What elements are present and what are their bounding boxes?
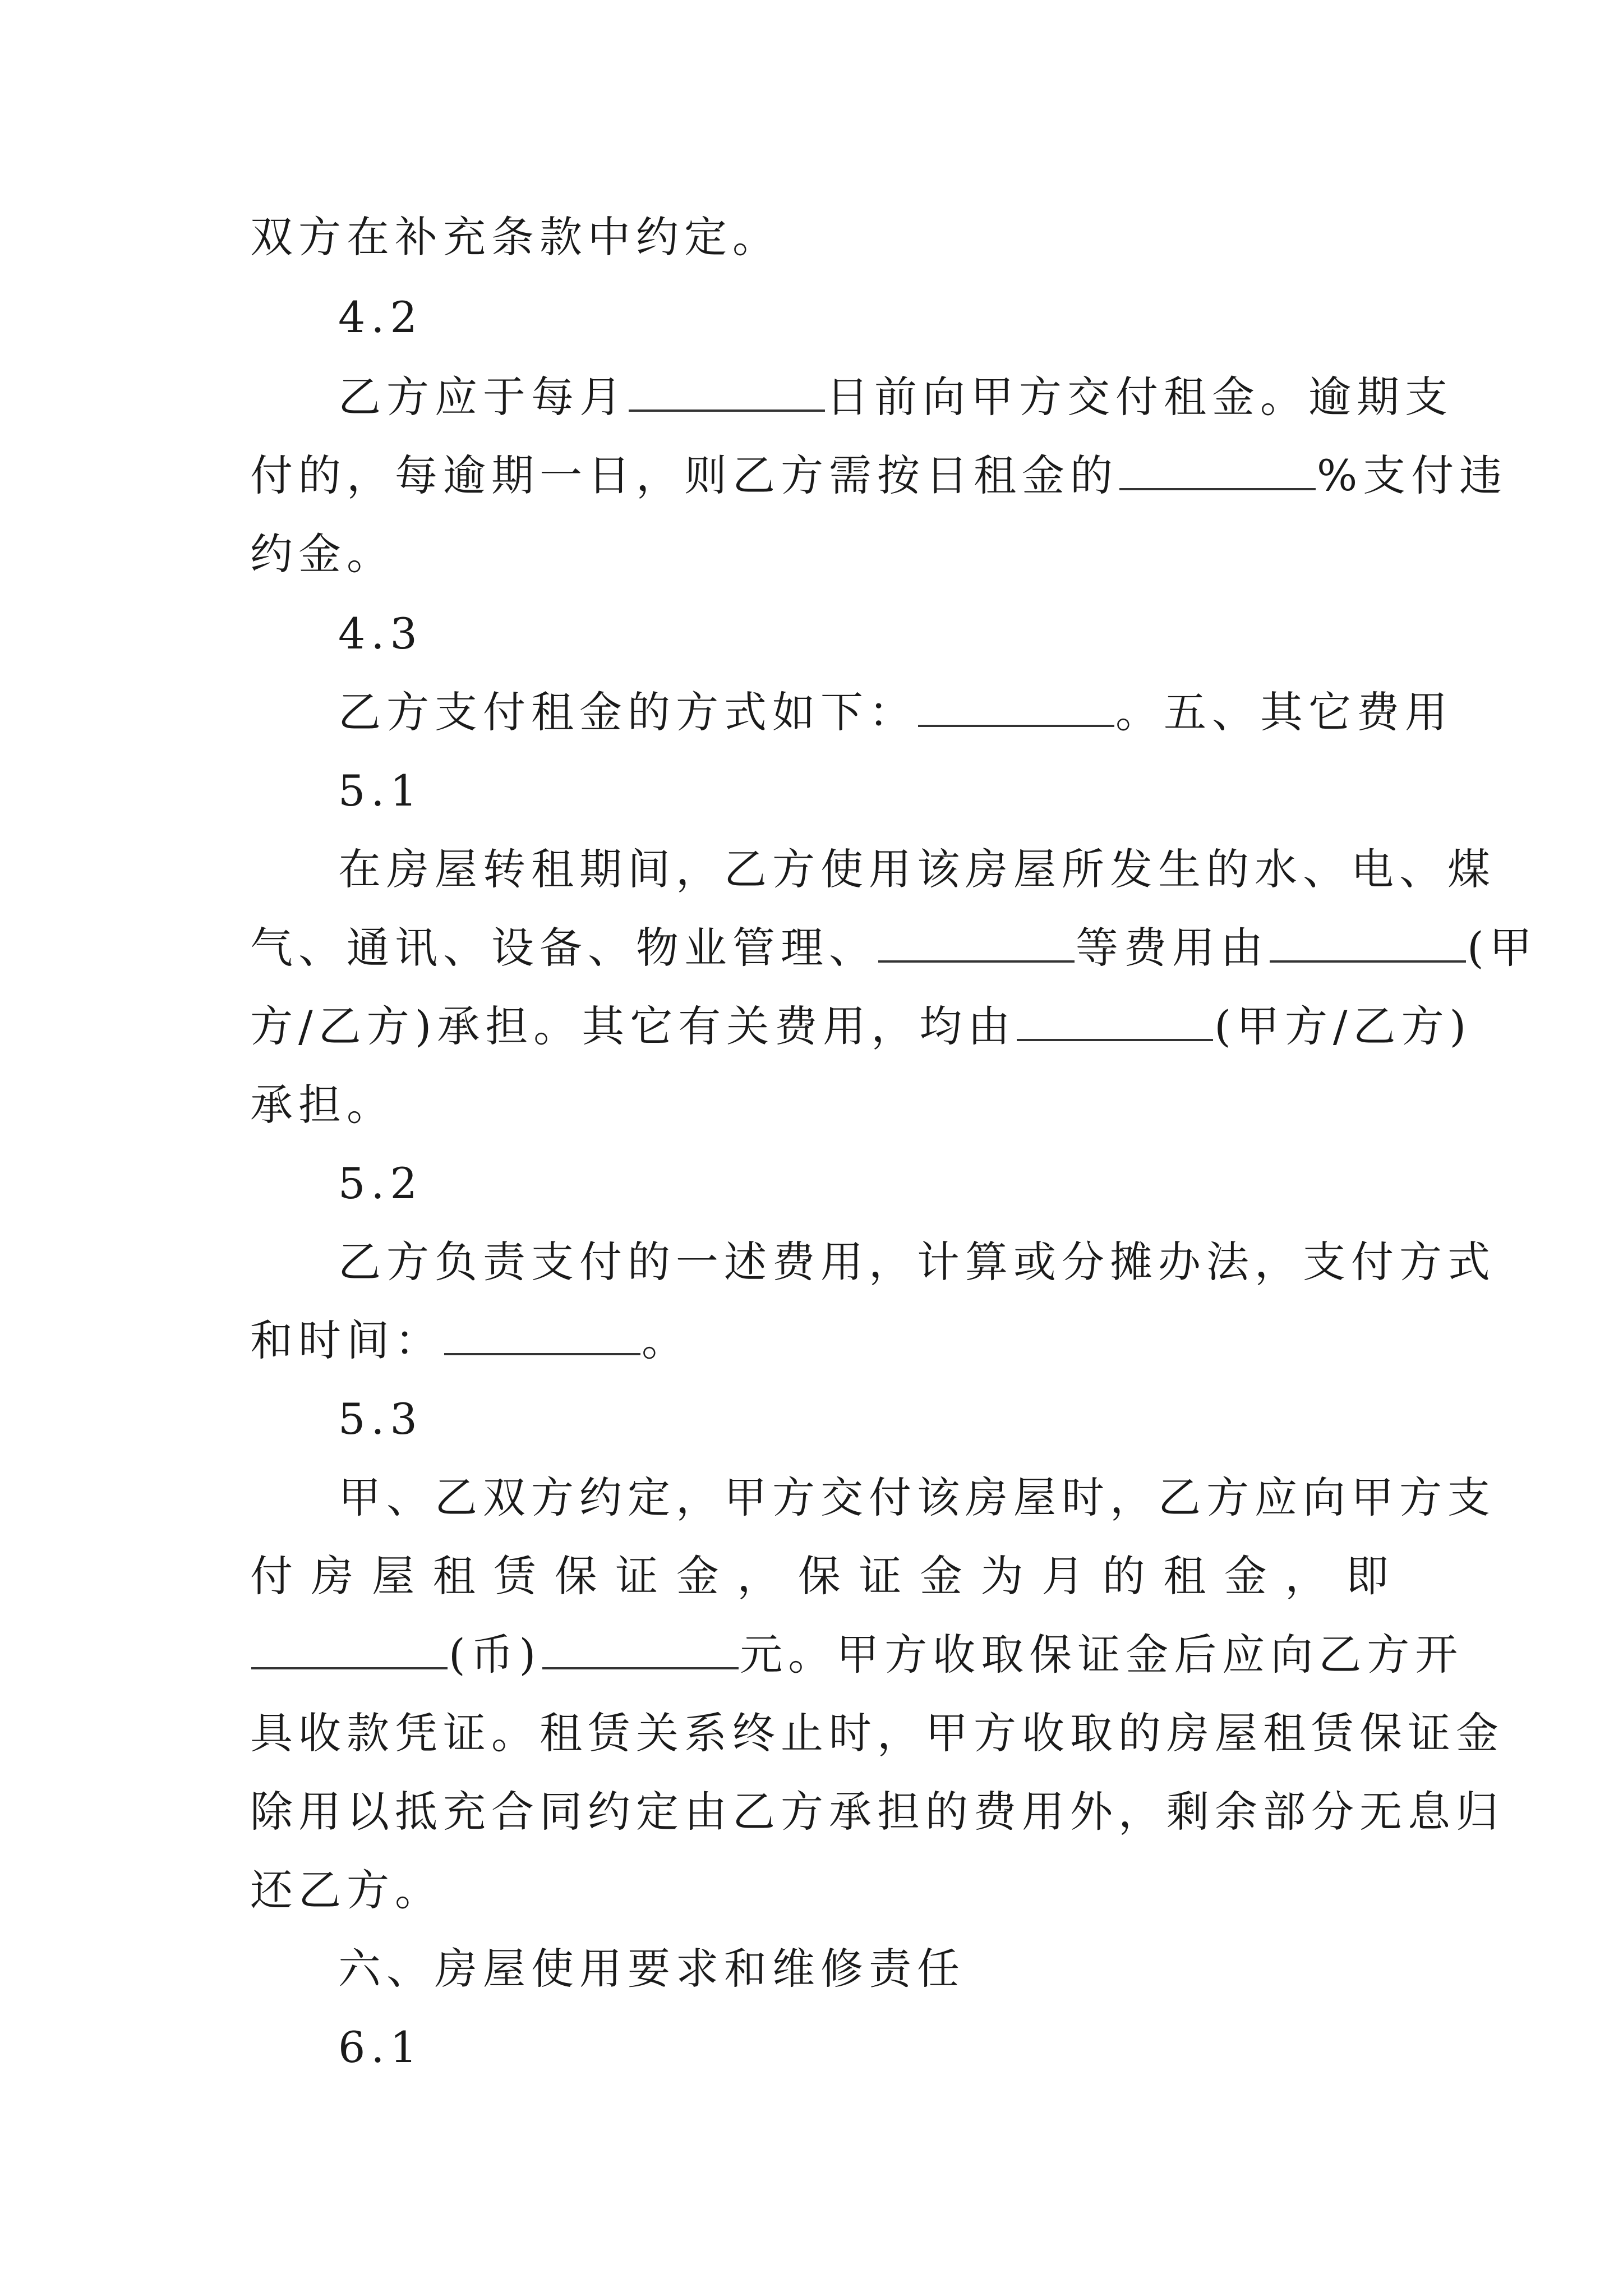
paragraph-line <box>250 923 1538 973</box>
paragraph-line <box>250 1080 395 1130</box>
char: ， <box>737 1551 786 1601</box>
text: 4.3 <box>338 609 423 659</box>
char: 付 <box>250 1551 298 1601</box>
char: 租 <box>1163 1551 1212 1601</box>
paragraph-line-justified <box>250 1551 1394 1601</box>
text: 双方在补充条款中约定。 <box>250 212 781 262</box>
text: 。五、其它费用 <box>1115 687 1453 737</box>
paragraph-line <box>250 529 395 579</box>
text: 除用以抵充合同约定由乙方承担的费用外，剩余部分无息归 <box>250 1787 1504 1837</box>
fill-in-blank <box>251 1635 448 1669</box>
paragraph-line <box>338 1473 1496 1522</box>
fill-in-blank <box>1017 1006 1213 1041</box>
text: 约金。 <box>250 529 395 579</box>
text: %支付违 <box>1317 450 1508 500</box>
text: 乙方应于每月 <box>338 372 628 422</box>
paragraph-line <box>338 372 1453 422</box>
paragraph-line <box>250 1708 1504 1758</box>
text: 。 <box>642 1315 690 1365</box>
text: 还乙方。 <box>250 1865 443 1915</box>
paragraph-line <box>338 1237 1496 1287</box>
fill-in-blank <box>542 1635 739 1669</box>
fill-in-blank <box>1119 455 1316 490</box>
section-number-4-2 <box>338 292 423 342</box>
paragraph-line <box>250 1630 1464 1680</box>
char: 金 <box>920 1551 969 1601</box>
text: (甲 <box>1467 923 1538 973</box>
text: 气、通讯、设备、物业管理、 <box>250 923 877 973</box>
char: 屋 <box>372 1551 421 1601</box>
paragraph-line <box>338 687 1453 737</box>
fill-in-blank <box>878 928 1075 963</box>
char: 证 <box>615 1551 664 1601</box>
char: 金 <box>676 1551 725 1601</box>
paragraph-line <box>250 450 1508 500</box>
paragraph-line <box>338 844 1496 894</box>
char: 的 <box>1102 1551 1151 1601</box>
section-number-6-1 <box>338 2022 423 2072</box>
fill-in-blank <box>629 377 825 412</box>
char: 租 <box>432 1551 481 1601</box>
text: (币) <box>449 1630 542 1680</box>
char: 金 <box>1224 1551 1272 1601</box>
text: 等费用由 <box>1076 923 1269 973</box>
char: 月 <box>1041 1551 1090 1601</box>
char: 为 <box>980 1551 1029 1601</box>
text: 付的，每逾期一日，则乙方需按日租金的 <box>250 450 1118 500</box>
paragraph-line <box>250 1787 1504 1837</box>
text: 具收款凭证。租赁关系终止时，甲方收取的房屋租赁保证金 <box>250 1708 1504 1758</box>
text: (甲方/乙方) <box>1214 1001 1472 1051</box>
paragraph-line <box>250 1001 1472 1051</box>
text: 日前向甲方交付租金。逾期支 <box>826 372 1453 422</box>
char: 赁 <box>494 1551 542 1601</box>
char: 保 <box>797 1551 846 1601</box>
text: 5.3 <box>338 1394 423 1444</box>
text: 六、房屋使用要求和维修责任 <box>338 1944 965 1994</box>
text: 乙方负责支付的一述费用，计算或分摊办法，支付方式 <box>338 1237 1496 1287</box>
text: 甲、乙双方约定，甲方交付该房屋时，乙方应向甲方支 <box>338 1473 1496 1522</box>
section-number-5-3 <box>338 1394 423 1444</box>
fill-in-blank <box>1270 928 1466 963</box>
text: 乙方支付租金的方式如下： <box>338 687 917 737</box>
text: 承担。 <box>250 1080 395 1130</box>
section-number-5-1 <box>338 766 423 816</box>
text: 4.2 <box>338 292 423 342</box>
text: 5.1 <box>338 766 423 816</box>
section-number-5-2 <box>338 1158 423 1208</box>
section-number-4-3 <box>338 609 423 659</box>
text: 5.2 <box>338 1158 423 1208</box>
text: 元。甲方收取保证金后应向乙方开 <box>740 1630 1464 1680</box>
char: 证 <box>859 1551 907 1601</box>
text: 方/乙方)承担。其它有关费用，均由 <box>250 1001 1016 1051</box>
text: 和时间： <box>250 1315 443 1365</box>
section-heading-6 <box>338 1944 965 1994</box>
char: 保 <box>554 1551 603 1601</box>
char: ， <box>1285 1551 1334 1601</box>
paragraph-line <box>250 1865 443 1915</box>
fill-in-blank <box>918 692 1114 727</box>
text: 在房屋转租期间，乙方使用该房屋所发生的水、电、煤 <box>338 844 1496 894</box>
char: 即 <box>1345 1551 1394 1601</box>
fill-in-blank <box>444 1320 640 1355</box>
paragraph-line <box>250 212 781 262</box>
text: 6.1 <box>338 2022 423 2072</box>
paragraph-line <box>250 1315 690 1365</box>
char: 房 <box>311 1551 359 1601</box>
